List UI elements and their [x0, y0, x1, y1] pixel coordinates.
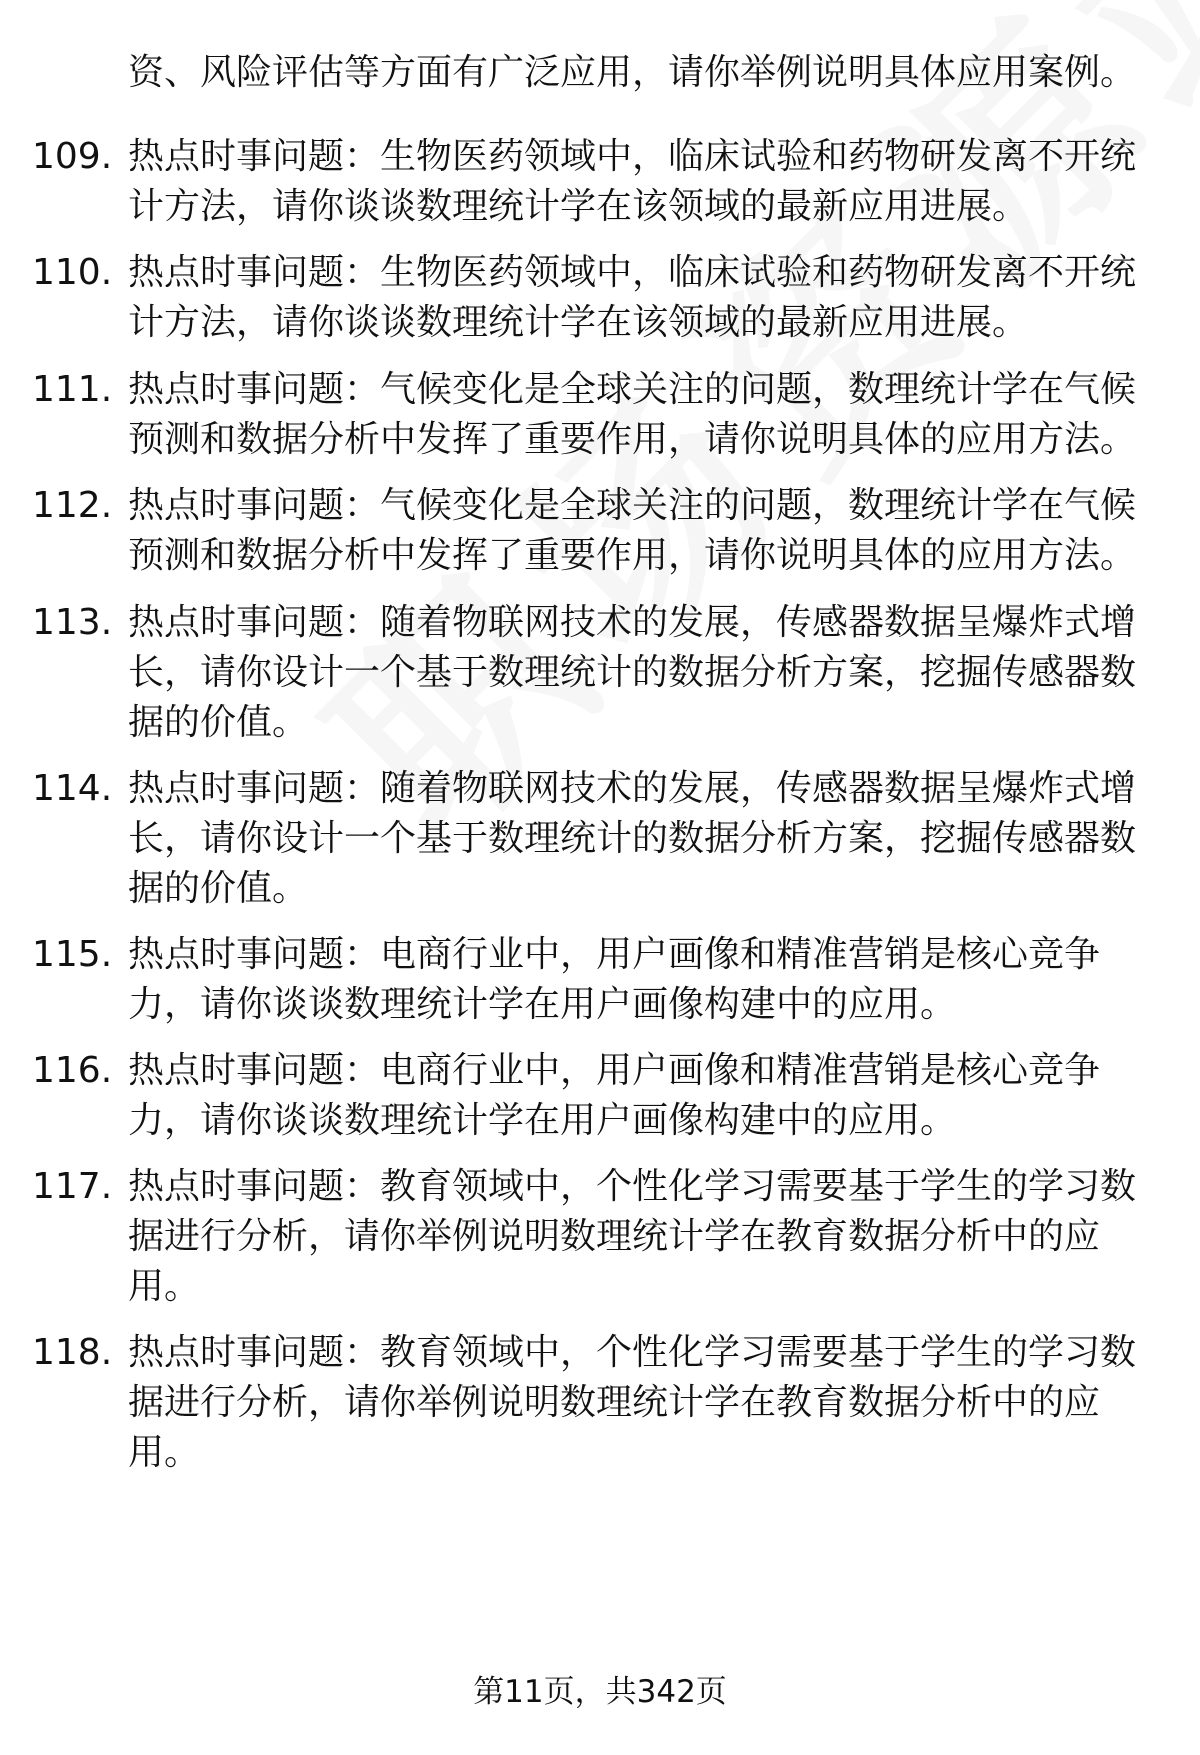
- question-text: 热点时事问题：气候变化是全球关注的问题，数理统计学在气候预测和数据分析中发挥了重要作用，请你说明具体的应用方法。: [128, 485, 1137, 576]
- question-text: 热点时事问题：生物医药领域中，临床试验和药物研发离不开统计方法，请你谈谈数理统计学在该领域的最新应用进展。: [128, 252, 1137, 343]
- question-text: 热点时事问题：生物医药领域中，临床试验和药物研发离不开统计方法，请你谈谈数理统计学在该领域的最新应用进展。: [128, 136, 1137, 227]
- question-text: 热点时事问题：气候变化是全球关注的问题，数理统计学在气候预测和数据分析中发挥了重要作用，请你说明具体的应用方法。: [128, 369, 1137, 460]
- question-number: 112.: [32, 485, 113, 526]
- question-number: 111.: [32, 369, 113, 410]
- question-text: 热点时事问题：教育领域中，个性化学习需要基于学生的学习数据进行分析，请你举例说明数理统计学在教育数据分析中的应用。: [128, 1166, 1137, 1307]
- question-number: 116.: [32, 1050, 113, 1091]
- question-number: 113.: [32, 602, 113, 643]
- question-number: 115.: [32, 934, 113, 975]
- page-footer: 第11页，共342页: [473, 1674, 727, 1710]
- question-number: 114.: [32, 768, 113, 809]
- carryover-text: 资、风险评估等方面有广泛应用，请你举例说明具体应用案例。: [128, 52, 1137, 93]
- question-text: 热点时事问题：随着物联网技术的发展，传感器数据呈爆炸式增长，请你设计一个基于数理统计的数据分析方案，挖掘传感器数据的价值。: [128, 768, 1137, 909]
- question-number: 117.: [32, 1166, 113, 1207]
- question-text: 热点时事问题：随着物联网技术的发展，传感器数据呈爆炸式增长，请你设计一个基于数理统计的数据分析方案，挖掘传感器数据的价值。: [128, 602, 1137, 743]
- question-number: 110.: [32, 252, 113, 293]
- question-text: 热点时事问题：电商行业中，用户画像和精准营销是核心竞争力，请你谈谈数理统计学在用户画像构建中的应用。: [128, 1050, 1101, 1141]
- question-text: 热点时事问题：教育领域中，个性化学习需要基于学生的学习数据进行分析，请你举例说明数理统计学在教育数据分析中的应用。: [128, 1332, 1137, 1473]
- question-text: 热点时事问题：电商行业中，用户画像和精准营销是核心竞争力，请你谈谈数理统计学在用户画像构建中的应用。: [128, 934, 1101, 1025]
- question-number: 109.: [32, 136, 113, 177]
- question-number: 118.: [32, 1332, 113, 1373]
